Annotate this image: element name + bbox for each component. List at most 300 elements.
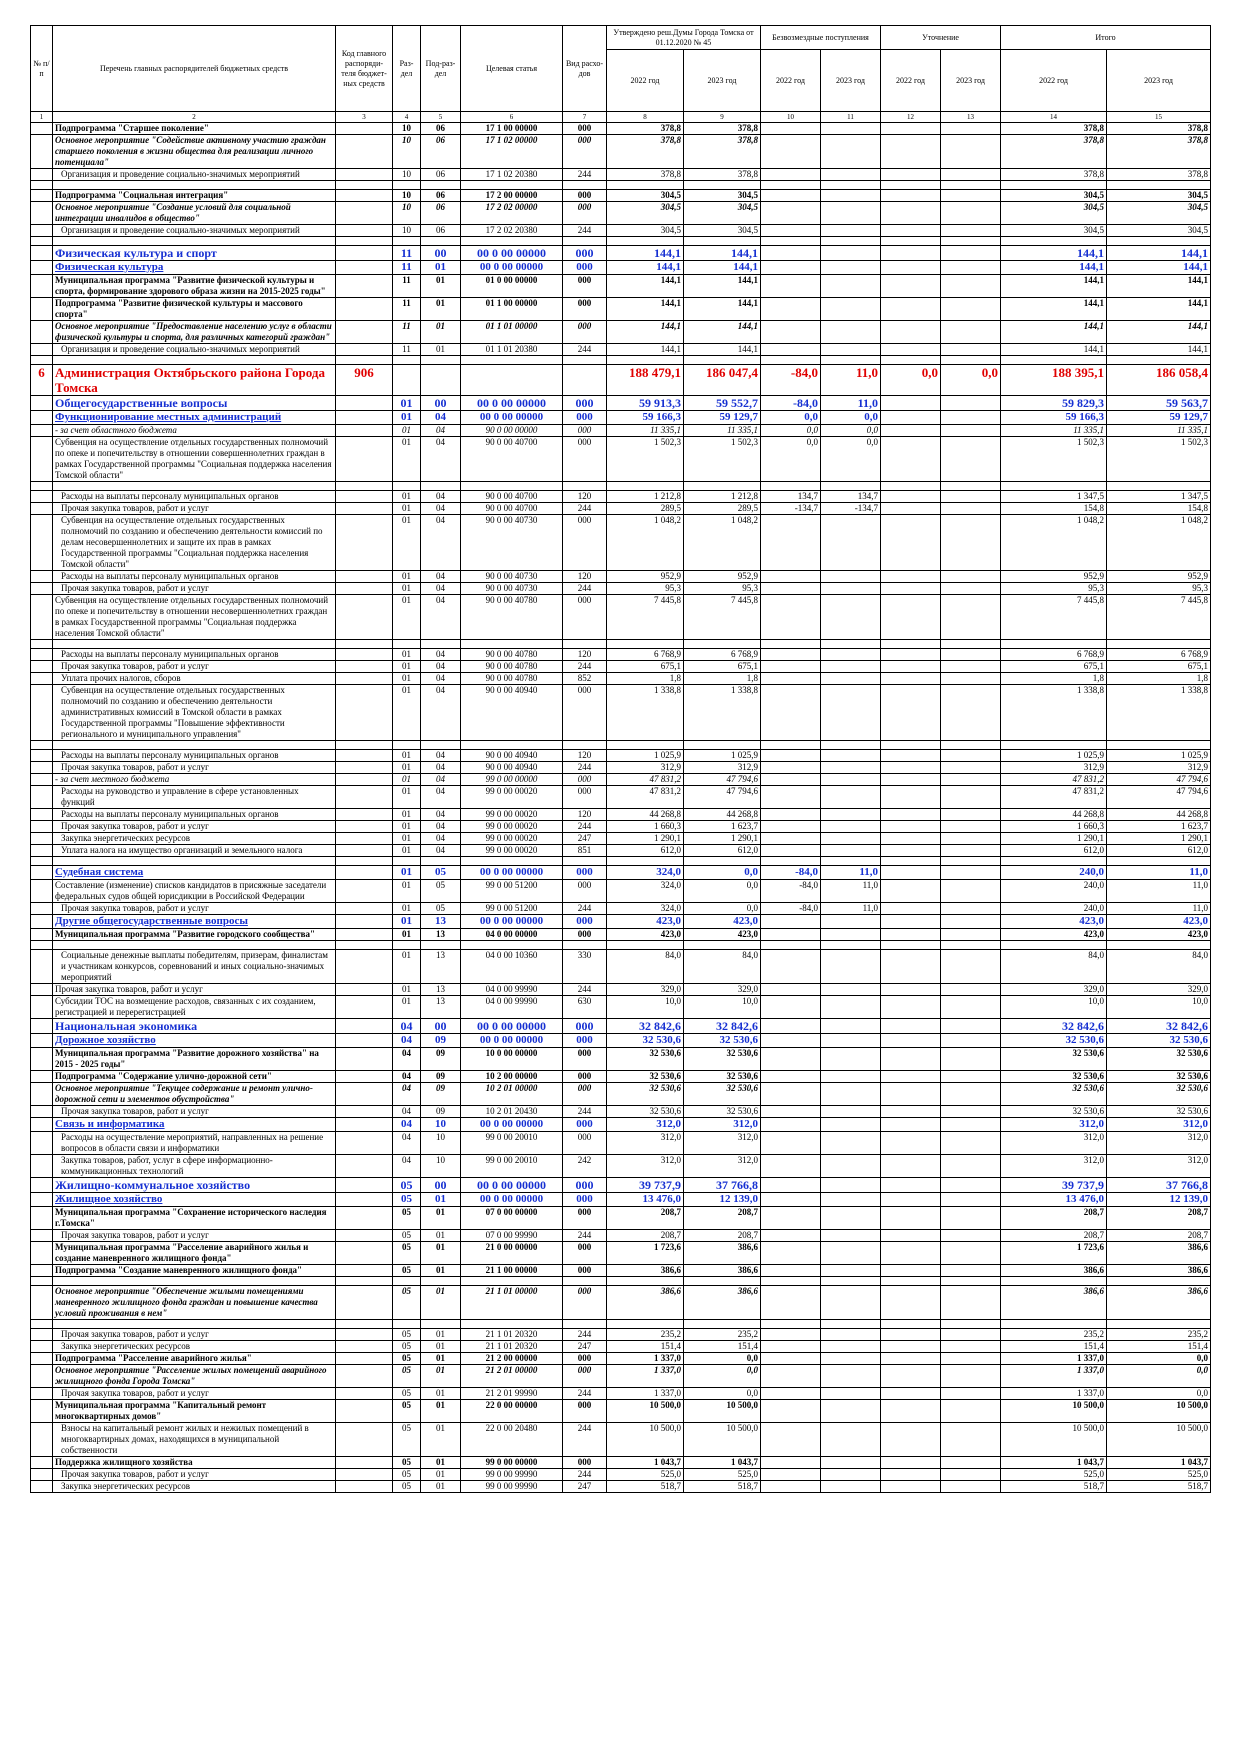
cell-f23 [821, 1193, 881, 1207]
cell-t23: 312,0 [1107, 1132, 1211, 1155]
cell-u22 [881, 821, 941, 833]
cell-p: 13 [421, 996, 461, 1019]
empty-cell [421, 237, 461, 246]
empty-cell [31, 857, 53, 866]
column-number: 13 [941, 112, 1001, 123]
cell-u22 [881, 750, 941, 762]
empty-cell [761, 356, 821, 365]
cell-name: Муниципальная программа "Расселение аварийного жилья и создание маневренного жилищного фонда" [53, 1242, 336, 1265]
empty-cell [941, 741, 1001, 750]
cell-a23: 0,0 [684, 880, 761, 903]
cell-a22: 312,0 [607, 1132, 684, 1155]
cell-p: 01 [421, 1388, 461, 1400]
cell-t23: 1 048,2 [1107, 515, 1211, 571]
cell-t22: 95,3 [1001, 583, 1107, 595]
cell-r: 05 [393, 1481, 421, 1493]
cell-cs: 00 0 00 00000 [461, 396, 563, 411]
cell-t22: 188 395,1 [1001, 365, 1107, 396]
cell-name: Судебная система [53, 866, 336, 880]
empty-cell [607, 941, 684, 950]
cell-r: 01 [393, 984, 421, 996]
cell-t23: 32 530,6 [1107, 1048, 1211, 1071]
cell-a22: 324,0 [607, 903, 684, 915]
cell-cs: 04 0 00 99990 [461, 996, 563, 1019]
cell-u23 [941, 1207, 1001, 1230]
empty-cell [31, 482, 53, 491]
cell-t23: 1,8 [1107, 673, 1211, 685]
cell-vr: 000 [563, 1265, 607, 1277]
cell-name: Национальная экономика [53, 1019, 336, 1034]
cell-f23 [821, 809, 881, 821]
cell-u22 [881, 1230, 941, 1242]
cell-name: Основное мероприятие "Создание условий для социальной интеграции инвалидов в общество" [53, 202, 336, 225]
cell-p: 01 [421, 298, 461, 321]
cell-u23 [941, 996, 1001, 1019]
cell-a23: 10,0 [684, 996, 761, 1019]
cell-cs: 99 0 00 00020 [461, 833, 563, 845]
empty-cell [336, 356, 393, 365]
cell-vr: 000 [563, 1365, 607, 1388]
table-header [31, 26, 1211, 123]
cell-u22 [881, 1329, 941, 1341]
col-vr-header: Вид расхо-дов [563, 26, 607, 112]
empty-cell [881, 1320, 941, 1329]
cell-t22: 1 025,9 [1001, 750, 1107, 762]
cell-a22: 11 335,1 [607, 425, 684, 437]
table-row [31, 1320, 1211, 1329]
empty-cell [684, 1320, 761, 1329]
cell-u22 [881, 411, 941, 425]
cell-a22: 1 502,3 [607, 437, 684, 482]
cell-num [31, 1034, 53, 1048]
cell-num [31, 396, 53, 411]
cell-t22: 386,6 [1001, 1265, 1107, 1277]
cell-cs: 99 0 00 00020 [461, 809, 563, 821]
cell-a22: 312,0 [607, 1155, 684, 1178]
cell-a23: 144,1 [684, 344, 761, 356]
cell-u23 [941, 1365, 1001, 1388]
cell-a22: 1 337,0 [607, 1388, 684, 1400]
cell-f23 [821, 1481, 881, 1493]
column-number: 7 [563, 112, 607, 123]
cell-f22 [761, 123, 821, 135]
cell-vr: 000 [563, 321, 607, 344]
cell-a22: 312,9 [607, 762, 684, 774]
cell-u22 [881, 1353, 941, 1365]
cell-f22 [761, 169, 821, 181]
cell-cs: 17 2 02 20380 [461, 225, 563, 237]
cell-t23: 151,4 [1107, 1341, 1211, 1353]
empty-cell [607, 1277, 684, 1286]
cell-r: 10 [393, 123, 421, 135]
cell-u23 [941, 1178, 1001, 1193]
cell-num [31, 135, 53, 169]
empty-cell [393, 356, 421, 365]
cell-a23: 423,0 [684, 929, 761, 941]
cell-vr: 244 [563, 1230, 607, 1242]
empty-cell [393, 1277, 421, 1286]
cell-r: 01 [393, 929, 421, 941]
cell-r: 05 [393, 1286, 421, 1320]
empty-cell [461, 1320, 563, 1329]
cell-gr [336, 762, 393, 774]
empty-cell [684, 741, 761, 750]
cell-a22: 329,0 [607, 984, 684, 996]
cell-a23: 84,0 [684, 950, 761, 984]
cell-p: 04 [421, 595, 461, 640]
cell-cs: 22 0 00 20480 [461, 1423, 563, 1457]
column-number: 12 [881, 112, 941, 123]
cell-a22: 32 842,6 [607, 1019, 684, 1034]
cell-p: 01 [421, 1329, 461, 1341]
cell-t22: 44 268,8 [1001, 809, 1107, 821]
cell-gr [336, 1329, 393, 1341]
cell-u23 [941, 437, 1001, 482]
cell-num [31, 1329, 53, 1341]
cell-f23 [821, 1329, 881, 1341]
cell-u22 [881, 880, 941, 903]
cell-f23 [821, 321, 881, 344]
cell-vr: 000 [563, 595, 607, 640]
cell-cs: 90 0 00 00000 [461, 425, 563, 437]
cell-p: 09 [421, 1083, 461, 1106]
cell-r: 11 [393, 261, 421, 275]
cell-a22: 952,9 [607, 571, 684, 583]
cell-t22: 144,1 [1001, 344, 1107, 356]
cell-r: 05 [393, 1365, 421, 1388]
empty-cell [821, 857, 881, 866]
cell-gr [336, 1481, 393, 1493]
cell-u22 [881, 1034, 941, 1048]
table-row [31, 491, 1211, 503]
cell-num [31, 437, 53, 482]
cell-name: Прочая закупка товаров, работ и услуг [53, 1106, 336, 1118]
cell-f23: 0,0 [821, 425, 881, 437]
empty-cell [1001, 482, 1107, 491]
cell-u22 [881, 1083, 941, 1106]
empty-cell [563, 482, 607, 491]
cell-t23: 386,6 [1107, 1242, 1211, 1265]
cell-a23: 32 530,6 [684, 1071, 761, 1083]
cell-a22: 10,0 [607, 996, 684, 1019]
empty-cell [1107, 181, 1211, 190]
empty-cell [421, 640, 461, 649]
table-row [31, 275, 1211, 298]
cell-name: Подпрограмма "Развитие физической культуры и массового спорта" [53, 298, 336, 321]
approved-header: Утверждено реш.Думы Города Томска от 01.12.2020 № 45 [607, 26, 761, 50]
cell-t23: 1 623,7 [1107, 821, 1211, 833]
cell-f22 [761, 571, 821, 583]
cell-f22 [761, 661, 821, 673]
cell-f22: -84,0 [761, 396, 821, 411]
cell-r: 01 [393, 515, 421, 571]
column-number: 2 [53, 112, 336, 123]
empty-cell [941, 482, 1001, 491]
cell-u22 [881, 786, 941, 809]
cell-cs: 00 0 00 00000 [461, 866, 563, 880]
cell-num [31, 1286, 53, 1320]
empty-cell [821, 237, 881, 246]
cell-u23 [941, 1106, 1001, 1118]
table-row [31, 1265, 1211, 1277]
cell-name: Расходы на выплаты персоналу муниципальных органов [53, 750, 336, 762]
cell-a22: 304,5 [607, 202, 684, 225]
cell-vr: 000 [563, 1019, 607, 1034]
cell-num [31, 903, 53, 915]
cell-p: 09 [421, 1034, 461, 1048]
empty-cell [421, 941, 461, 950]
cell-vr: 244 [563, 225, 607, 237]
column-number: 15 [1107, 112, 1211, 123]
cell-t22: 1 338,8 [1001, 685, 1107, 741]
cell-f23 [821, 915, 881, 929]
empty-cell [941, 237, 1001, 246]
cell-u23 [941, 833, 1001, 845]
cell-a22: 1 290,1 [607, 833, 684, 845]
cell-f23 [821, 1178, 881, 1193]
cell-f23: 0,0 [821, 411, 881, 425]
cell-name: Муниципальная программа "Капитальный ремонт многоквартирных домов" [53, 1400, 336, 1423]
cell-f23 [821, 1132, 881, 1155]
cell-u23 [941, 298, 1001, 321]
table-row [31, 1132, 1211, 1155]
cell-u23 [941, 950, 1001, 984]
empty-cell [941, 640, 1001, 649]
cell-num [31, 821, 53, 833]
cell-gr [336, 1048, 393, 1071]
cell-f22 [761, 1353, 821, 1365]
cell-a22: 378,8 [607, 135, 684, 169]
cell-vr: 000 [563, 298, 607, 321]
cell-t23: 423,0 [1107, 929, 1211, 941]
cell-name: Субвенция на осуществление отдельных государственных полномочий по опеке и попечительству в отношении совершеннолетних граждан в рамках Государственной программы "Социальная поддержка населения Томской области" [53, 437, 336, 482]
cell-p: 06 [421, 225, 461, 237]
cell-f22: 0,0 [761, 437, 821, 482]
table-row [31, 1481, 1211, 1493]
empty-cell [421, 482, 461, 491]
cell-a22: 10 500,0 [607, 1423, 684, 1457]
cell-gr [336, 583, 393, 595]
cell-f23 [821, 1265, 881, 1277]
cell-t22: 10,0 [1001, 996, 1107, 1019]
empty-cell [607, 237, 684, 246]
cell-cs: 00 0 00 00000 [461, 1118, 563, 1132]
cell-cs: 90 0 00 40700 [461, 491, 563, 503]
cell-r: 11 [393, 344, 421, 356]
cell-f23 [821, 1155, 881, 1178]
empty-cell [461, 356, 563, 365]
table-row [31, 1341, 1211, 1353]
empty-cell [336, 482, 393, 491]
cell-t23: 612,0 [1107, 845, 1211, 857]
cell-t23: 10 500,0 [1107, 1400, 1211, 1423]
cell-a22: 304,5 [607, 225, 684, 237]
cell-f23 [821, 225, 881, 237]
cell-f23: -134,7 [821, 503, 881, 515]
empty-cell [336, 857, 393, 866]
cell-t23: 386,6 [1107, 1286, 1211, 1320]
table-row [31, 1048, 1211, 1071]
cell-a22: 378,8 [607, 123, 684, 135]
cell-t23: 0,0 [1107, 1353, 1211, 1365]
cell-cs: 01 1 01 20380 [461, 344, 563, 356]
cell-f22 [761, 1118, 821, 1132]
cell-t23: 378,8 [1107, 135, 1211, 169]
cell-cs: 01 0 00 00000 [461, 275, 563, 298]
year-2022-header: 2022 год [881, 50, 941, 112]
cell-u22 [881, 1469, 941, 1481]
cell-u23 [941, 809, 1001, 821]
cell-p: 04 [421, 649, 461, 661]
empty-cell [761, 1277, 821, 1286]
cell-vr: 000 [563, 1034, 607, 1048]
cell-r: 01 [393, 649, 421, 661]
col-razdel-header: Раз-дел [393, 26, 421, 112]
cell-cs: 21 1 01 20320 [461, 1341, 563, 1353]
cell-u23 [941, 1132, 1001, 1155]
cell-vr: 244 [563, 1388, 607, 1400]
cell-p: 01 [421, 1286, 461, 1320]
empty-cell [1107, 1320, 1211, 1329]
cell-t22: 151,4 [1001, 1341, 1107, 1353]
cell-a22: 6 768,9 [607, 649, 684, 661]
cell-num [31, 1230, 53, 1242]
cell-u23 [941, 169, 1001, 181]
column-number: 10 [761, 112, 821, 123]
cell-gr [336, 491, 393, 503]
cell-u23 [941, 1457, 1001, 1469]
cell-r: 01 [393, 866, 421, 880]
cell-gr [336, 845, 393, 857]
cell-r: 01 [393, 595, 421, 640]
table-row [31, 880, 1211, 903]
cell-u22 [881, 1071, 941, 1083]
table-row [31, 915, 1211, 929]
cell-r: 10 [393, 225, 421, 237]
cell-a22: 47 831,2 [607, 774, 684, 786]
table-row [31, 750, 1211, 762]
cell-u22 [881, 929, 941, 941]
cell-cs: 99 0 00 20010 [461, 1155, 563, 1178]
cell-a23: 423,0 [684, 915, 761, 929]
empty-cell [563, 1320, 607, 1329]
cell-num [31, 1469, 53, 1481]
cell-name: Связь и информатика [53, 1118, 336, 1132]
empty-cell [1107, 356, 1211, 365]
empty-cell [31, 356, 53, 365]
cell-num [31, 950, 53, 984]
cell-u22 [881, 1341, 941, 1353]
cell-num [31, 866, 53, 880]
cell-a23: 44 268,8 [684, 809, 761, 821]
cell-gr [336, 1388, 393, 1400]
cell-t23: 11,0 [1107, 866, 1211, 880]
cell-vr: 330 [563, 950, 607, 984]
cell-r: 04 [393, 1106, 421, 1118]
cell-num [31, 1242, 53, 1265]
cell-u23 [941, 821, 1001, 833]
cell-p: 04 [421, 437, 461, 482]
cell-cs: 90 0 00 40940 [461, 762, 563, 774]
cell-t23: 208,7 [1107, 1207, 1211, 1230]
column-number: 5 [421, 112, 461, 123]
cell-cs: 99 0 00 00000 [461, 774, 563, 786]
cell-name: Прочая закупка товаров, работ и услуг [53, 903, 336, 915]
cell-r: 05 [393, 1178, 421, 1193]
empty-cell [684, 356, 761, 365]
cell-gr [336, 1230, 393, 1242]
cell-vr: 000 [563, 123, 607, 135]
cell-num [31, 1341, 53, 1353]
empty-cell [941, 1320, 1001, 1329]
cell-r: 01 [393, 845, 421, 857]
cell-r: 05 [393, 1230, 421, 1242]
cell-p: 01 [421, 1341, 461, 1353]
cell-num [31, 762, 53, 774]
cell-num [31, 1118, 53, 1132]
cell-f23 [821, 786, 881, 809]
empty-cell [941, 941, 1001, 950]
cell-name: Подпрограмма "Старшее поколение" [53, 123, 336, 135]
cell-t22: 7 445,8 [1001, 595, 1107, 640]
cell-r: 01 [393, 661, 421, 673]
cell-cs: 17 2 02 00000 [461, 202, 563, 225]
cell-u23: 0,0 [941, 365, 1001, 396]
cell-f22 [761, 1207, 821, 1230]
cell-a22: 1 043,7 [607, 1457, 684, 1469]
empty-cell [881, 237, 941, 246]
cell-f23 [821, 202, 881, 225]
cell-u22 [881, 1118, 941, 1132]
cell-f22 [761, 298, 821, 321]
cell-p: 01 [421, 1207, 461, 1230]
cell-f22 [761, 996, 821, 1019]
cell-gr [336, 950, 393, 984]
cell-cs: 90 0 00 40700 [461, 503, 563, 515]
cell-a23: 0,0 [684, 903, 761, 915]
cell-num [31, 261, 53, 275]
cell-cs: 00 0 00 00000 [461, 1019, 563, 1034]
cell-name: Администрация Октябрьского района Города Томска [53, 365, 336, 396]
cell-f23 [821, 595, 881, 640]
cell-t22: 208,7 [1001, 1207, 1107, 1230]
table-row [31, 857, 1211, 866]
cell-a22: 32 530,6 [607, 1071, 684, 1083]
cell-f23 [821, 762, 881, 774]
cell-a23: 386,6 [684, 1286, 761, 1320]
year-2022-header: 2022 год [761, 50, 821, 112]
cell-r: 05 [393, 1341, 421, 1353]
cell-u23 [941, 750, 1001, 762]
cell-cs: 99 0 00 20010 [461, 1132, 563, 1155]
cell-gr [336, 396, 393, 411]
cell-f23 [821, 1106, 881, 1118]
table-row [31, 685, 1211, 741]
cell-u23 [941, 762, 1001, 774]
cell-vr: 244 [563, 984, 607, 996]
cell-u23 [941, 1242, 1001, 1265]
cell-vr: 244 [563, 762, 607, 774]
column-number: 1 [31, 112, 53, 123]
cell-r: 05 [393, 1400, 421, 1423]
cell-name: Прочая закупка товаров, работ и услуг [53, 1230, 336, 1242]
cell-name: Прочая закупка товаров, работ и услуг [53, 583, 336, 595]
cell-a22: 1 337,0 [607, 1365, 684, 1388]
cell-u23 [941, 649, 1001, 661]
cell-f23 [821, 123, 881, 135]
year-2023-header: 2023 год [941, 50, 1001, 112]
empty-cell [336, 941, 393, 950]
